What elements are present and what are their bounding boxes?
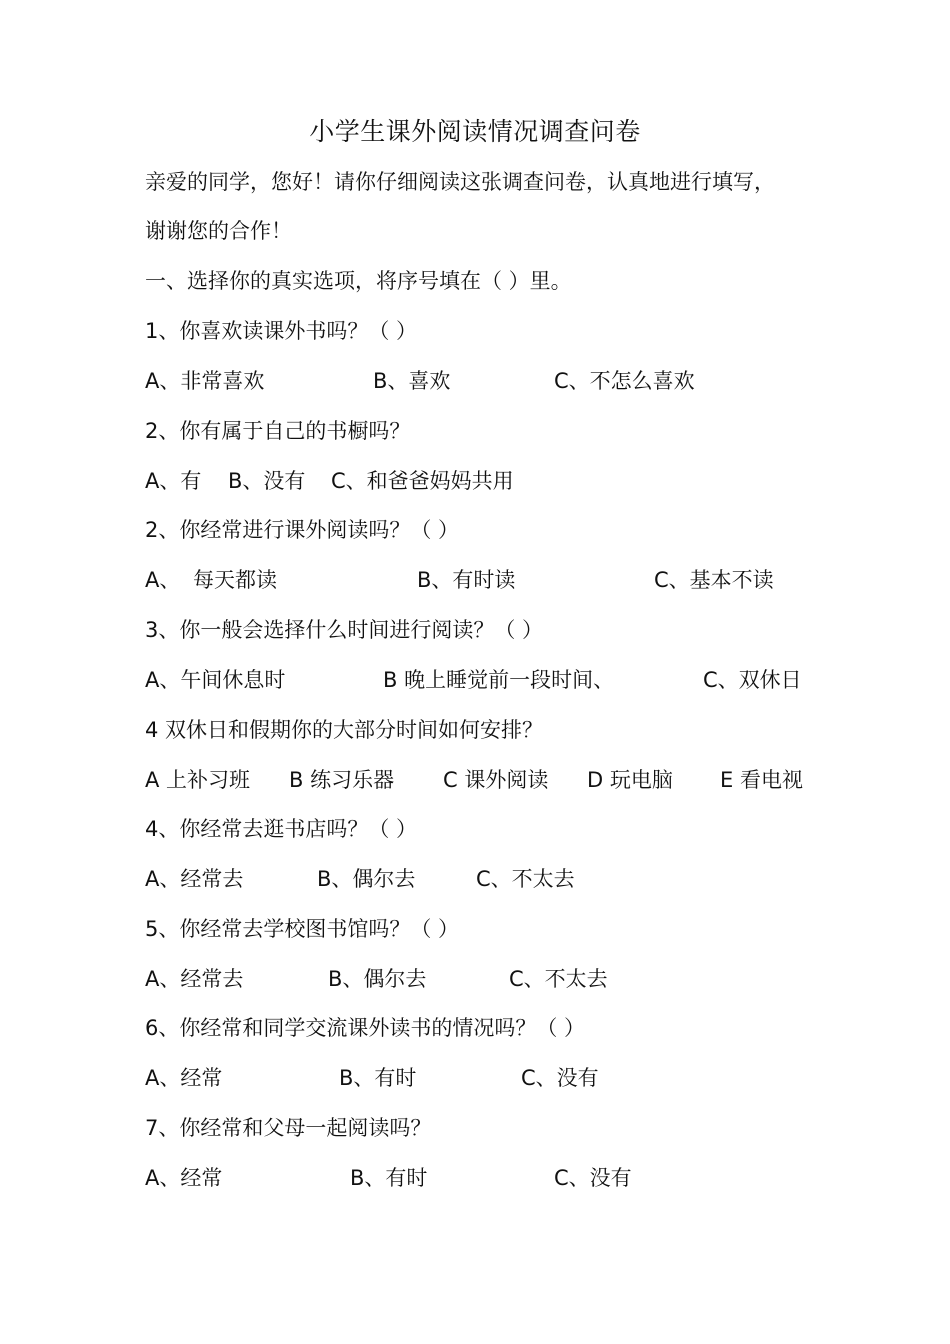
question-option: C、没有 — [554, 1166, 632, 1190]
question-text: 4、你经常去逛书店吗？（ ） — [145, 817, 418, 841]
page-title: 小学生课外阅读情况调查问卷 — [309, 117, 641, 146]
question-text: 7、你经常和父母一起阅读吗？ — [145, 1116, 432, 1140]
question-text: 2、你经常进行课外阅读吗？（ ） — [145, 518, 460, 542]
question-option: E 看电视 — [720, 768, 803, 792]
question-option: C、不太去 — [509, 967, 608, 991]
question-option: A、午间休息时 — [145, 668, 286, 692]
question-option: B、有时读 — [417, 568, 516, 592]
question-option: A、非常喜欢 — [145, 369, 265, 393]
question-option: A、有 — [145, 469, 202, 493]
question-option: B 练习乐器 — [289, 768, 395, 792]
question-option: B、没有 — [228, 469, 306, 493]
question-option: C、不太去 — [476, 867, 575, 891]
question-option: A、经常 — [145, 1066, 223, 1090]
question-option: C、不怎么喜欢 — [554, 369, 695, 393]
question-text: 1、你喜欢读课外书吗？（ ） — [145, 319, 418, 343]
question-option: C、和爸爸妈妈共用 — [331, 469, 514, 493]
question-option: C、双休日 — [703, 668, 802, 692]
section-heading: 一、选择你的真实选项，将序号填在（ ）里。 — [145, 269, 572, 293]
question-text: 3、你一般会选择什么时间进行阅读？（ ） — [145, 618, 544, 642]
question-option: A、经常去 — [145, 967, 244, 991]
intro-line-2: 谢谢您的合作！ — [145, 219, 292, 243]
question-option: C、基本不读 — [654, 568, 774, 592]
question-option: B 晚上睡觉前一段时间、 — [383, 668, 615, 692]
question-option: C、没有 — [521, 1066, 599, 1090]
question-option: B、有时 — [339, 1066, 417, 1090]
question-option: C 课外阅读 — [443, 768, 549, 792]
question-option: A、经常 — [145, 1166, 223, 1190]
question-option: D 玩电脑 — [587, 768, 673, 792]
question-option: A 上补习班 — [145, 768, 251, 792]
question-text: 2、你有属于自己的书橱吗？ — [145, 419, 411, 443]
question-option: A、经常去 — [145, 867, 244, 891]
question-option: B、偶尔去 — [317, 867, 416, 891]
question-text: 5、你经常去学校图书馆吗？（ ） — [145, 917, 460, 941]
question-text: 4 双休日和假期你的大部分时间如何安排？ — [145, 718, 544, 742]
question-option: 每天都读 — [193, 568, 277, 592]
question-option: B、喜欢 — [373, 369, 451, 393]
question-option: A、 — [145, 568, 181, 592]
question-text: 6、你经常和同学交流课外读书的情况吗？（ ） — [145, 1016, 586, 1040]
intro-line-1: 亲爱的同学，您好！请你仔细阅读这张调查问卷，认真地进行填写， — [145, 170, 775, 194]
question-option: B、偶尔去 — [328, 967, 427, 991]
question-option: B、有时 — [350, 1166, 428, 1190]
